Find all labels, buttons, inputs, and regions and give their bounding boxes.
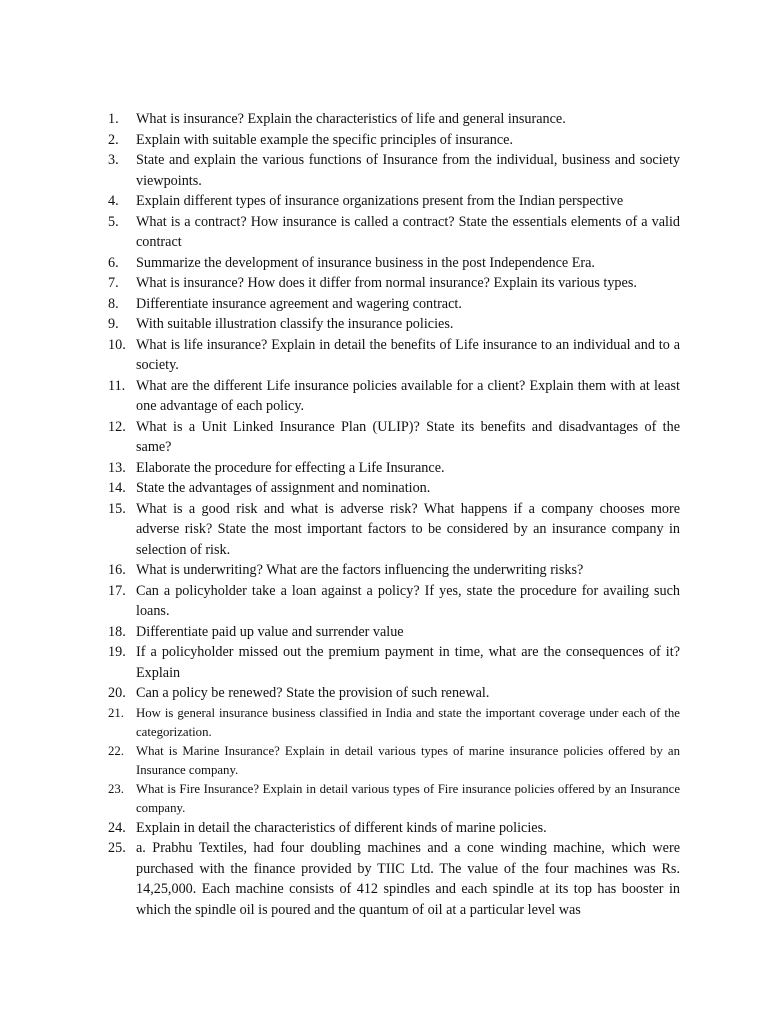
question-text: What are the different Life insurance policies available for a client? Explain them with at least one advantage of each policy. — [136, 377, 680, 414]
question-item — [108, 191, 680, 212]
question-text: Differentiate paid up value and surrender value — [136, 623, 404, 640]
question-number: 6. — [108, 254, 119, 271]
question-text: Explain different types of insurance organizations present from the Indian perspective — [136, 193, 624, 209]
question-text: Can a policy be renewed? State the provision of such renewal. — [136, 685, 490, 701]
question-number: 15. — [108, 500, 126, 517]
question-item — [108, 642, 680, 683]
question-text: What is Marine Insurance? Explain in detail various types of marine insurance policies offered by an Insurance company. — [136, 743, 680, 777]
question-number: 24. — [108, 819, 126, 836]
question-number: 12. — [108, 418, 126, 435]
question-item — [108, 150, 680, 191]
question-number: 13. — [108, 459, 126, 476]
question-number: 7. — [108, 275, 119, 291]
question-item — [108, 212, 680, 253]
question-number: 10. — [108, 336, 126, 353]
question-number: 9. — [108, 316, 119, 332]
question-number: 16. — [108, 562, 126, 578]
question-item — [108, 335, 680, 376]
question-text: What is insurance? How does it differ from normal insurance? Explain its various types. — [136, 275, 637, 291]
question-text: Explain in detail the characteristics of different kinds of marine policies. — [136, 819, 547, 836]
question-text: Summarize the development of insurance business in the post Independence Era. — [136, 254, 595, 271]
question-item — [108, 499, 680, 561]
question-item — [108, 704, 680, 742]
question-number: 8. — [108, 295, 119, 312]
question-number: 11. — [108, 377, 126, 394]
question-text: State the advantages of assignment and nomination. — [136, 480, 431, 496]
question-text: How is general insurance business classified in India and state the important coverage under each of the categorization. — [136, 705, 680, 739]
question-number: 23. — [108, 781, 124, 796]
question-item — [108, 478, 680, 499]
question-text: What is insurance? Explain the characteristics of life and general insurance. — [136, 111, 566, 127]
question-number: 14. — [108, 480, 126, 496]
question-item — [108, 683, 680, 704]
question-text: Elaborate the procedure for effecting a Life Insurance. — [136, 459, 445, 476]
question-number: 25. — [108, 840, 126, 856]
question-text: What is life insurance? Explain in detail the benefits of Life insurance to an individual and to a society. — [136, 336, 680, 373]
question-text: Explain with suitable example the specific principles of insurance. — [136, 131, 514, 148]
question-number: 4. — [108, 193, 119, 209]
question-number: 18. — [108, 623, 126, 640]
question-item — [108, 838, 680, 920]
question-text: Differentiate insurance agreement and wagering contract. — [136, 295, 462, 312]
question-item — [108, 458, 680, 479]
question-text: What is a good risk and what is adverse risk? What happens if a company chooses more adverse risk? State the most important factors to be considered by an insurance company in selection of risk. — [136, 500, 680, 558]
question-number: 19. — [108, 644, 126, 660]
question-item — [108, 130, 680, 151]
question-item — [108, 253, 680, 274]
question-text: State and explain the various functions of Insurance from the individual, business and society viewpoints. — [136, 152, 680, 189]
question-text: What is underwriting? What are the factors influencing the underwriting risks? — [136, 562, 584, 578]
question-item — [108, 742, 680, 780]
question-number: 2. — [108, 131, 119, 148]
question-item — [108, 109, 680, 130]
question-number: 22. — [108, 743, 124, 758]
question-number: 1. — [108, 111, 119, 127]
question-item — [108, 780, 680, 818]
question-text: Can a policyholder take a loan against a policy? If yes, state the procedure for availing such loans. — [136, 582, 680, 619]
question-item — [108, 273, 680, 294]
question-item — [108, 314, 680, 335]
question-text: With suitable illustration classify the insurance policies. — [136, 316, 454, 332]
question-item — [108, 376, 680, 417]
question-text: What is a Unit Linked Insurance Plan (ULIP)? State its benefits and disadvantages of the same? — [136, 418, 680, 455]
question-number: 21. — [108, 705, 124, 720]
question-item — [108, 622, 680, 643]
question-text: What is a contract? How insurance is called a contract? State the essentials elements of a valid contract — [136, 213, 680, 250]
question-list — [108, 109, 680, 920]
question-number: 5. — [108, 213, 119, 230]
question-number: 3. — [108, 152, 119, 168]
question-number: 17. — [108, 582, 126, 599]
question-item — [108, 417, 680, 458]
question-item — [108, 560, 680, 581]
question-item — [108, 818, 680, 839]
question-text: a. Prabhu Textiles, had four doubling machines and a cone winding machine, which were purchased with the finance provided by TIIC Ltd. The value of the four machines was Rs. 14,25,000. Each machine consists of 412 spindles and each spindle at its top has booster in which the spindle oil is poured and the quantum of oil at a particular level was — [136, 840, 680, 918]
question-number: 20. — [108, 685, 126, 701]
question-item — [108, 294, 680, 315]
question-text: What is Fire Insurance? Explain in detail various types of Fire insurance policies offered by an Insurance company. — [136, 781, 680, 815]
question-text: If a policyholder missed out the premium payment in time, what are the consequences of it? Explain — [136, 644, 680, 681]
question-item — [108, 581, 680, 622]
